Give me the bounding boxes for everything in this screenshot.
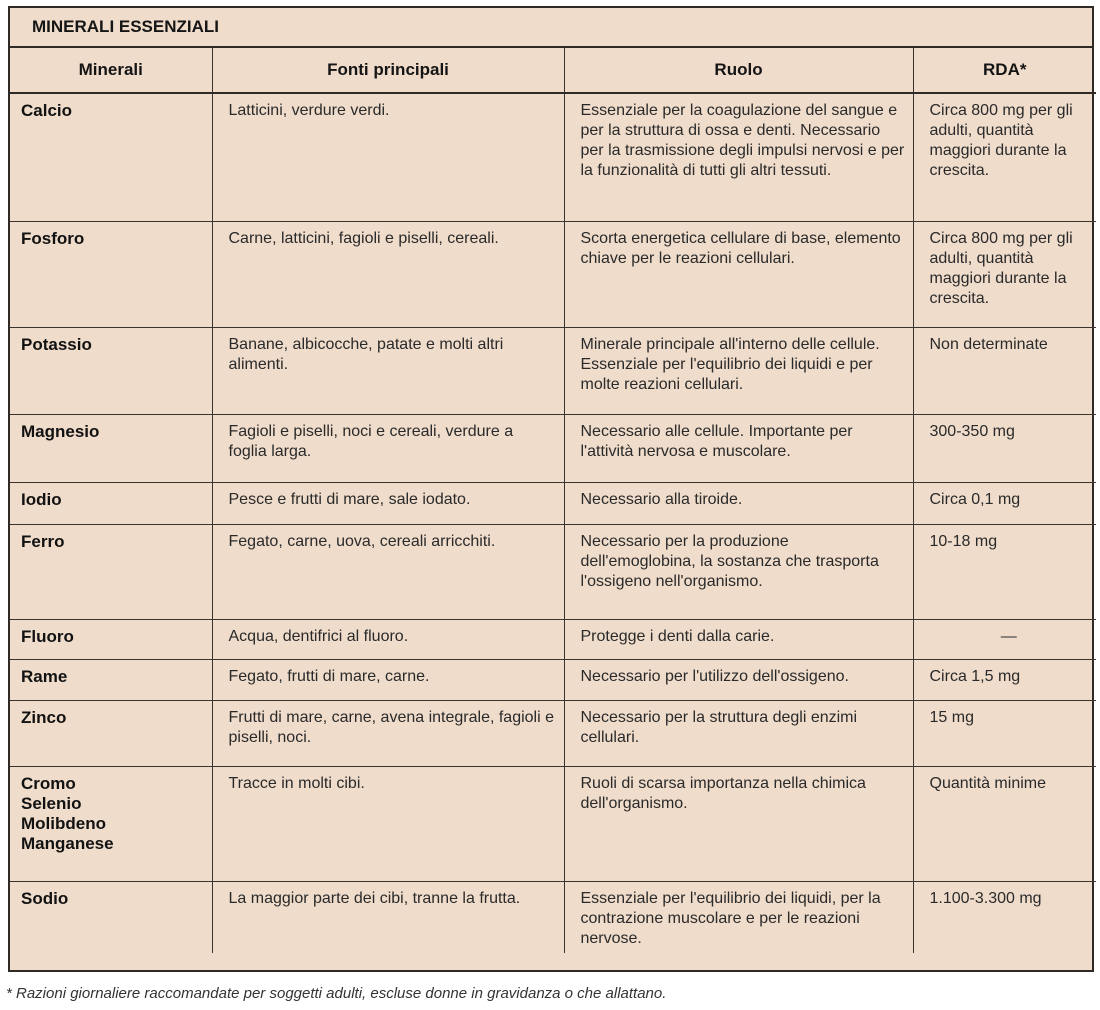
mineral-name: Potassio bbox=[10, 327, 212, 414]
table-row bbox=[10, 524, 1096, 619]
mineral-name: Rame bbox=[10, 659, 212, 700]
mineral-name-group bbox=[10, 766, 212, 881]
table-row bbox=[10, 619, 1096, 659]
sources-cell: Carne, latticini, fagioli e piselli, cereali. bbox=[212, 221, 564, 327]
rda-cell: Circa 0,1 mg bbox=[913, 482, 1096, 524]
role-cell: Essenziale per l'equilibrio dei liquidi, per la contrazione muscolare e per le reazioni nervose. bbox=[564, 881, 913, 953]
role-cell: Ruoli di scarsa importanza nella chimica dell'organismo. bbox=[564, 766, 913, 881]
table-row bbox=[10, 221, 1096, 327]
rda-cell: 10-18 mg bbox=[913, 524, 1096, 619]
mineral-name: Cromo bbox=[21, 773, 76, 793]
table-row bbox=[10, 659, 1096, 700]
mineral-name: Selenio bbox=[21, 793, 82, 813]
role-cell: Minerale principale all'interno delle cellule. Essenziale per l'equilibrio dei liquidi e per molte reazioni cellulari. bbox=[564, 327, 913, 414]
sources-cell: Frutti di mare, carne, avena integrale, fagioli e piselli, noci. bbox=[212, 700, 564, 766]
table-title: MINERALI ESSENZIALI bbox=[10, 8, 1092, 48]
mineral-name: Sodio bbox=[10, 881, 212, 953]
header-fonti: Fonti principali bbox=[212, 48, 564, 93]
sources-cell: Banane, albicocche, patate e molti altri alimenti. bbox=[212, 327, 564, 414]
role-cell: Necessario alle cellule. Importante per l'attività nervosa e muscolare. bbox=[564, 414, 913, 482]
sources-cell: Fagioli e piselli, noci e cereali, verdure a foglia larga. bbox=[212, 414, 564, 482]
role-cell: Necessario per la produzione dell'emoglobina, la sostanza che trasporta l'ossigeno nell'organismo. bbox=[564, 524, 913, 619]
header-minerali: Minerali bbox=[10, 48, 212, 93]
role-cell: Essenziale per la coagulazione del sangue e per la struttura di ossa e denti. Necessario per la trasmissione degli impulsi nervosi e per la funzionalità di tutti gli altri tessuti. bbox=[564, 93, 913, 221]
role-cell: Necessario per l'utilizzo dell'ossigeno. bbox=[564, 659, 913, 700]
mineral-name: Calcio bbox=[10, 93, 212, 221]
rda-cell: 300-350 mg bbox=[913, 414, 1096, 482]
mineral-name: Ferro bbox=[10, 524, 212, 619]
minerals-table-frame bbox=[8, 6, 1094, 972]
mineral-name: Magnesio bbox=[10, 414, 212, 482]
sources-cell: Fegato, carne, uova, cereali arricchiti. bbox=[212, 524, 564, 619]
minerals-table bbox=[10, 48, 1096, 953]
header-rda: RDA* bbox=[913, 48, 1096, 93]
table-row bbox=[10, 327, 1096, 414]
header-ruolo: Ruolo bbox=[564, 48, 913, 93]
rda-cell: 15 mg bbox=[913, 700, 1096, 766]
sources-cell: La maggior parte dei cibi, tranne la frutta. bbox=[212, 881, 564, 953]
sources-cell: Fegato, frutti di mare, carne. bbox=[212, 659, 564, 700]
header-row bbox=[10, 48, 1096, 93]
table-row bbox=[10, 881, 1096, 953]
rda-cell: Circa 800 mg per gli adulti, quantità maggiori durante la crescita. bbox=[913, 221, 1096, 327]
sources-cell: Pesce e frutti di mare, sale iodato. bbox=[212, 482, 564, 524]
mineral-name: Iodio bbox=[10, 482, 212, 524]
mineral-name: Fosforo bbox=[10, 221, 212, 327]
rda-cell: Non determinate bbox=[913, 327, 1096, 414]
rda-cell: Circa 1,5 mg bbox=[913, 659, 1096, 700]
role-cell: Necessario alla tiroide. bbox=[564, 482, 913, 524]
sources-cell: Latticini, verdure verdi. bbox=[212, 93, 564, 221]
sources-cell: Acqua, dentifrici al fluoro. bbox=[212, 619, 564, 659]
mineral-name: Manganese bbox=[21, 833, 114, 853]
sources-cell: Tracce in molti cibi. bbox=[212, 766, 564, 881]
role-cell: Protegge i denti dalla carie. bbox=[564, 619, 913, 659]
footnote: * Razioni giornaliere raccomandate per soggetti adulti, escluse donne in gravidanza o che allattano. bbox=[6, 985, 667, 1002]
table-row bbox=[10, 93, 1096, 221]
role-cell: Necessario per la struttura degli enzimi cellulari. bbox=[564, 700, 913, 766]
mineral-name: Zinco bbox=[10, 700, 212, 766]
table-row bbox=[10, 482, 1096, 524]
rda-cell: 1.100-3.300 mg bbox=[929, 889, 1042, 907]
table-row bbox=[10, 766, 1096, 881]
rda-cell: Circa 800 mg per gli adulti, quantità maggiori durante la crescita. bbox=[913, 93, 1096, 221]
rda-cell: Quantità minime bbox=[913, 766, 1096, 881]
mineral-name: Fluoro bbox=[10, 619, 212, 659]
table-row bbox=[10, 414, 1096, 482]
mineral-name: Molibdeno bbox=[21, 813, 106, 833]
role-cell: Scorta energetica cellulare di base, elemento chiave per le reazioni cellulari. bbox=[564, 221, 913, 327]
rda-cell: — bbox=[913, 619, 1096, 659]
table-row bbox=[10, 700, 1096, 766]
